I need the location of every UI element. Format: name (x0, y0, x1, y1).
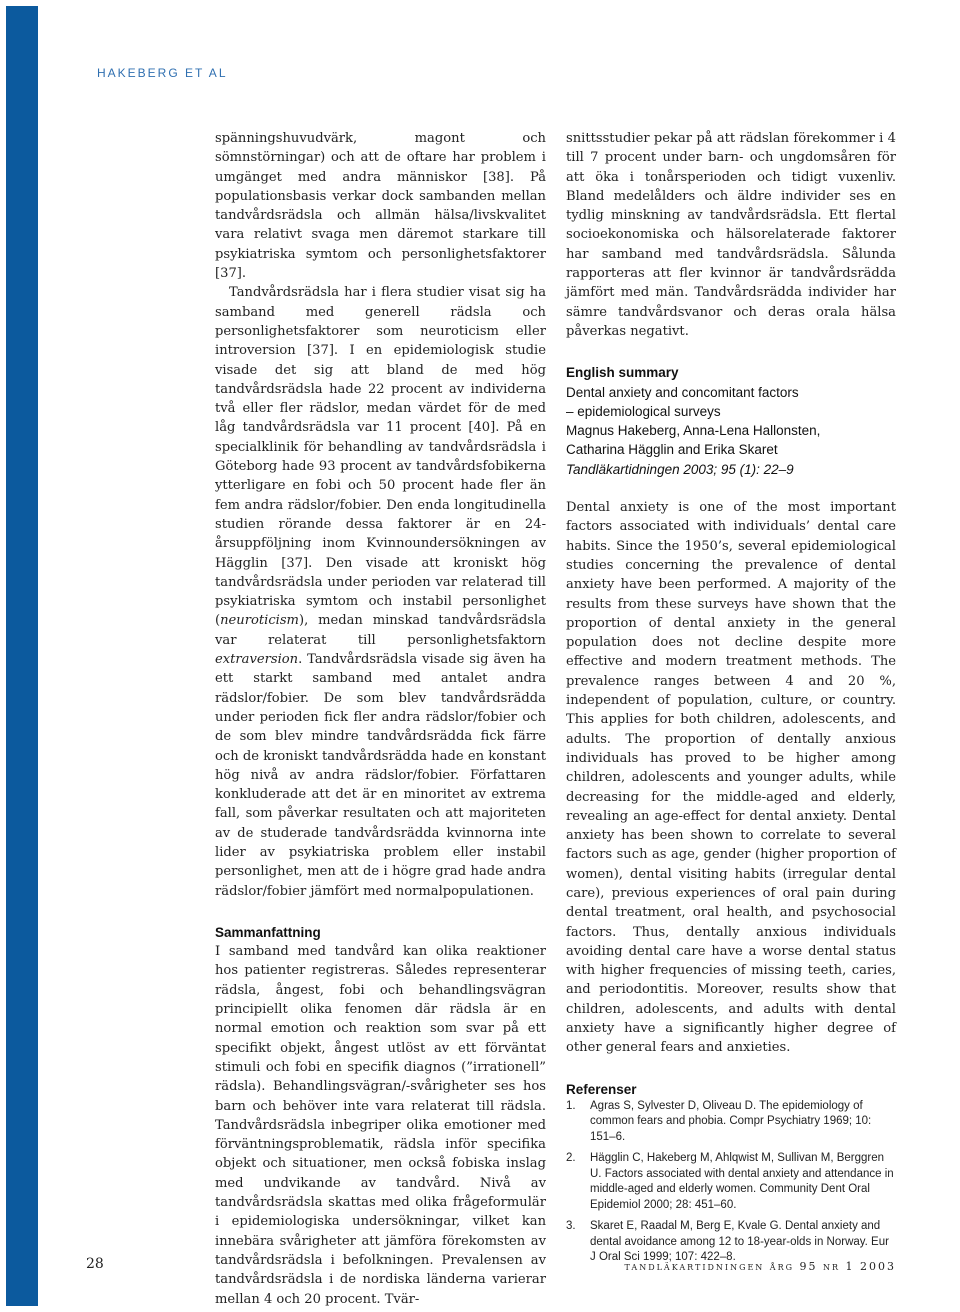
running-head: HAKEBERG ET AL (97, 66, 228, 80)
citation: Tandläkartidningen 2003; 95 (1): 22–9 (566, 461, 794, 477)
emphasis-neuroticism: neuroticism (220, 613, 299, 629)
text-run: Tandvårdsrädsla har i flera studier visat sig ha samband med generell rädsla och personlighetsfaktorer som neuroticism eller introversion [37]. I en epidemiologisk studie visade det sig att bland de med hög tandvårdsrädsla hade 22 procent av individerna två eller fler rädslor, medan värdet för de med låg tandvårdsrädsla var 11 procent [40]. På en specialklinik för behandling av tandvårdsrädsla i Göteborg hade 93 procent av tandvårdsfobikerna ytterligare en fobi och 50 procent hade fler än fem andra rädslor/fobier. Den enda longitudinella studien rörande dessa faktorer är en 24-årsuppföljning inom Kvinnoundersökningen av Hägglin [37]. Den visade att kroniskt hög tandvårdsrädsla under perioden var relaterad till psykiatriska symtom och instabil personlighet ( (215, 285, 546, 629)
summary-title-line: Dental anxiety and concomitant factors (566, 384, 799, 400)
footer-journal-name: tandläkartidningen årg 95 nr 1 2003 (624, 1260, 896, 1273)
left-column (215, 129, 546, 1309)
english-summary-label: English summary (566, 365, 679, 381)
reference-item (566, 1151, 896, 1213)
paragraph-continuation: snittsstudier pekar på att rädslan förekommer i 4 till 7 procent under barn- och ungdomsåren för att öka i tonårsperioden och tidigt vuxenliv. Bland medelålders och äldre individer ses en tydlig minskning av tandvårdsrädsla. Ett flertal socioekonomiska och hälsorelaterade faktorer har samband med tandvårdsrädsla. Sålunda rapporteras att fler kvinnor är tandvårdsrädda jämfört med män. Tandvårdsrädda individer har sämre tandvårdsvanor och deras orala hälsa påverkas negativt. (566, 131, 896, 339)
text-run: ), medan minskad tandvårdsrädsla var relaterat till personlighetsfaktorn (215, 613, 546, 648)
reference-text: Hägglin C, Hakeberg M, Ahlqwist M, Sullivan M, Berggren U. Factors associated with dental anxiety and attendance in middle-aged and elderly women. Community Dent Oral Epidemiol 2000; 28: 451–60. (590, 1152, 894, 1211)
authors-line: Magnus Hakeberg, Anna-Lena Hallonsten, (566, 423, 821, 439)
page-number: 28 (86, 1256, 104, 1272)
emphasis-extraversion: extraversion (215, 652, 299, 668)
summary-title-line: – epidemiological surveys (566, 403, 721, 419)
reference-number: 2. (566, 1152, 576, 1165)
summary-paragraph: I samband med tandvård kan olika reaktioner hos patienter registreras. Således representerar rädsla, ångest, fobi och behandlingsvägran principiellt olika fenomen där rädsla är en normal emotion och reaktion som svar på ett specifikt objekt, ångest utlöst av ett förväntat stimuli och fobi en specifik diagnos (”irrationell” rädsla). Behandlingsvägran/-svårigheter ses hos barn och behöver inte vara relaterat till rädsla. Tandvårdsrädsla inbegriper olika emotioner med förväntningsproblematik, rädsla inför specifika objekt och situationer, men också fobiska inslag med undvikande av tandvård. Nivå av tandvårdsrädsla skattas med olika frågeformulär i epidemiologiska undersökningar, vilket kan innebära svårigheter att jämföra förekomsten av tandvårdsrädsla i befolkningen. Prevalensen av tandvårdsrädsla i de nordiska länderna varierar mellan 4 och 20 procent. Tvär- (215, 944, 546, 1307)
right-column (566, 129, 896, 1272)
reference-item (566, 1219, 896, 1266)
reference-item (566, 1099, 896, 1146)
reference-text: Skaret E, Raadal M, Berg E, Kvale G. Dental anxiety and dental avoidance among 12 to 18-year-olds in Norway. Eur J Oral Sci 1999; 107: 422–8. (590, 1220, 889, 1264)
paragraph (215, 283, 546, 901)
side-color-bar (6, 6, 38, 1306)
summary-heading: Sammanfattning (215, 924, 321, 940)
paragraph: spänningshuvudvärk, magont och sömnstörningar) och att de oftare har problem i umgänget med andra människor [38]. På populationsbasis verkar dock sambanden mellan tandvårdsrädsla och allmän hälsa/livskvalitet vara relativt svaga men däremot starkare till psykiatriska symtom och personlighetsfaktorer [37]. (215, 131, 546, 282)
english-abstract: Dental anxiety is one of the most important factors associated with individuals’ dental care habits. Since the 1950’s, several epidemiological studies concerning the prevalence of dental anxiety have been performed. A majority of the results from these surveys have shown that the proportion of dental anxiety in the general population does not decline despite more effective and modern treatment methods. The prevalence ranges between 4 and 20 %, independent of population, culture, or country. This applies for both children, adolescents, and adults. The proportion of dentally anxious individuals has proved to be higher among children, adolescents and younger adults, while decreasing for the middle-aged and elderly, revealing an age-effect for dental anxiety. Dental anxiety has been shown to correlate to several factors such as age, gender (higher proportion of women), dental visiting habits (irregular dental care), previous experiences of oral pain during dental treatment, oral health, and psychosocial factors. Thus, dentally anxious individuals avoiding dental care have a worse dental status with higher frequencies of missing teeth, caries, and periodontitis. Moreover, results show that children, adolescents, and adults with dental anxiety have a significantly higher degree of other general fears and anxieties. (566, 500, 896, 1056)
reference-list (566, 1099, 896, 1266)
references-heading: Referenser (566, 1081, 637, 1097)
reference-number: 3. (566, 1220, 576, 1233)
reference-number: 1. (566, 1099, 576, 1112)
text-run: . Tandvårdsrädsla visade sig även ha ett starkt samband med antalet andra rädslor/fobier. De som blev tandvårdsrädda under perioden fick fler andra rädslor/fobier och de som blev mindre tandvårdsrädda fick färre och de kroniskt tandvårdsrädda hade en konstant hög nivå av andra rädslor/fobier. Författaren konkluderade att det är en minoritet av extrema fall, som påverkar resultaten och att majoriteten av de studerade tandvårdsrädda kvinnorna inte lider av psykiatriska problem eller instabil personlighet, men att de i högre grad hade andra rädslor/fobier jämfört med normalpopulationen. (215, 652, 546, 899)
reference-text: Agras S, Sylvester D, Oliveau D. The epidemiology of common fears and phobia. Compr Psychiatry 1969; 10: 151–6. (590, 1099, 872, 1143)
authors-line: Catharina Hägglin and Erika Skaret (566, 442, 778, 458)
